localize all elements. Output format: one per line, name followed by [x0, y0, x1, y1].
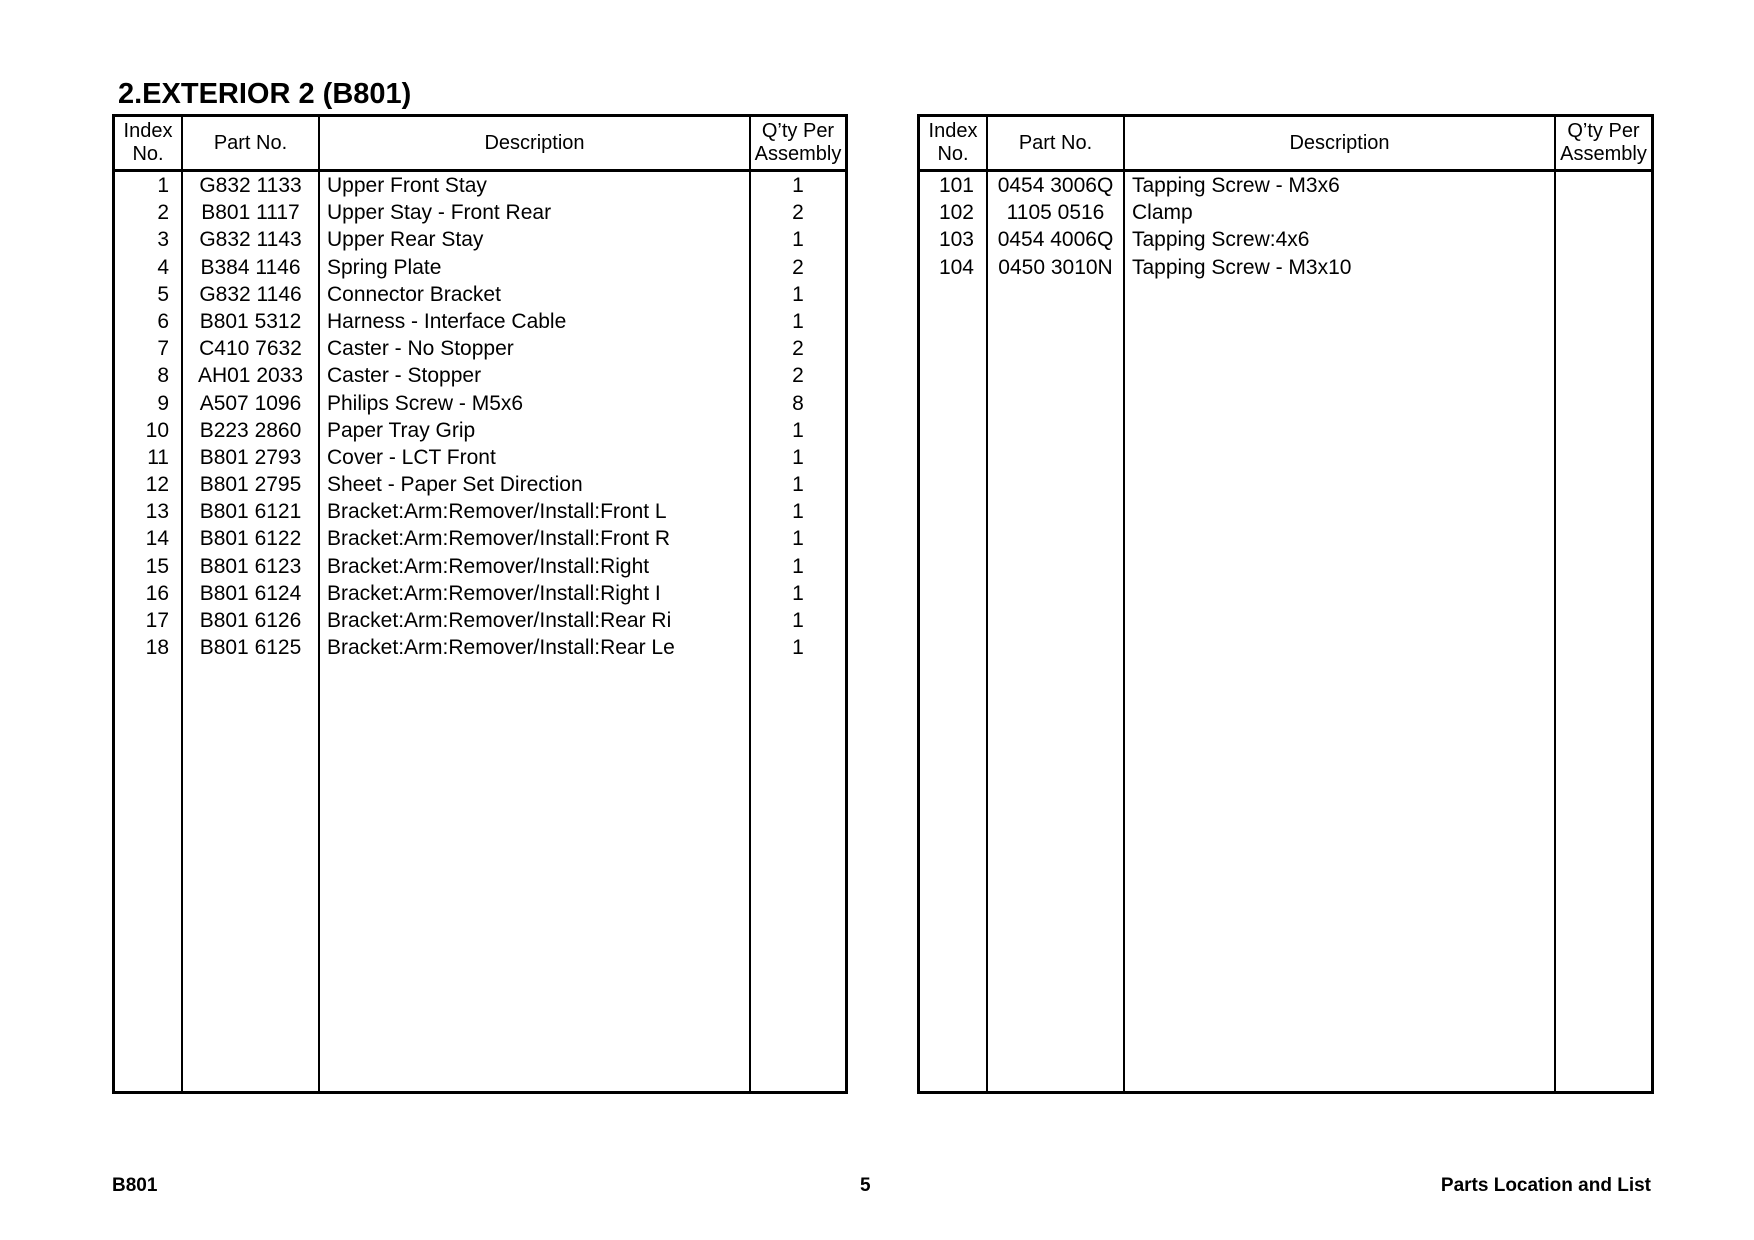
qty-cell: 2	[792, 201, 804, 225]
table-row	[920, 172, 1651, 199]
index-cell: 8	[157, 364, 169, 388]
qty-cell: 8	[792, 391, 804, 415]
part-no-cell: AH01 2033	[197, 364, 304, 388]
table-row	[115, 471, 845, 498]
description-cell: Caster - Stopper	[327, 364, 482, 388]
index-cell: 16	[145, 581, 169, 605]
header-qty: Q’ty Per Assembly	[754, 120, 842, 165]
index-cell: 3	[157, 228, 169, 252]
index-cell: 15	[145, 554, 169, 578]
table-row	[115, 444, 845, 471]
index-cell: 104	[938, 255, 974, 279]
qty-cell: 1	[792, 282, 804, 306]
table-row	[115, 199, 845, 226]
header-part-no: Part No.	[1018, 131, 1093, 154]
index-cell: 1	[157, 174, 169, 197]
index-cell: 10	[145, 418, 169, 442]
description-cell: Caster - No Stopper	[327, 337, 514, 361]
footer-model: B801	[112, 1175, 158, 1196]
table-row	[115, 254, 845, 281]
index-cell: 5	[157, 282, 169, 306]
description-cell: Paper Tray Grip	[327, 418, 476, 442]
qty-cell: 1	[792, 445, 804, 469]
part-no-cell: B801 6121	[199, 500, 302, 524]
part-no-cell: 0450 3010N	[998, 255, 1113, 279]
index-cell: 18	[145, 636, 169, 660]
description-cell: Bracket:Arm:Remover/Install:Right	[327, 554, 650, 578]
description-cell: Clamp	[1132, 201, 1193, 225]
index-cell: 7	[157, 337, 169, 361]
description-cell: Cover - LCT Front	[327, 445, 496, 469]
description-cell: Upper Rear Stay	[327, 228, 484, 252]
description-cell: Tapping Screw - M3x10	[1132, 255, 1352, 279]
qty-cell: 1	[792, 636, 804, 660]
part-no-cell: B801 6122	[199, 527, 302, 551]
parts-table-right	[917, 114, 1654, 1094]
qty-cell: 1	[792, 581, 804, 605]
index-cell: 102	[938, 201, 974, 225]
part-no-cell: 0454 3006Q	[997, 174, 1114, 197]
header-index: Index No.	[123, 120, 173, 165]
qty-cell: 1	[792, 609, 804, 632]
description-cell: Bracket:Arm:Remover/Install:Right I	[327, 581, 661, 605]
parts-table-left	[112, 114, 848, 1094]
table-row	[115, 417, 845, 444]
part-no-cell: G832 1146	[199, 282, 302, 306]
part-no-cell: G832 1133	[199, 174, 302, 197]
part-no-cell: B801 6126	[199, 609, 302, 632]
qty-cell: 2	[792, 364, 804, 388]
qty-cell	[1556, 254, 1650, 281]
part-no-cell: B223 2860	[199, 418, 302, 442]
index-cell: 13	[145, 500, 169, 524]
index-cell: 4	[157, 255, 169, 279]
table-row	[115, 362, 845, 389]
description-cell: Spring Plate	[327, 255, 442, 279]
description-cell: Sheet - Paper Set Direction	[327, 473, 583, 497]
description-cell: Bracket:Arm:Remover/Install:Rear Le	[327, 636, 675, 660]
table-row	[115, 607, 845, 634]
description-cell: Bracket:Arm:Remover/Install:Rear Ri	[327, 609, 672, 632]
index-cell: 14	[145, 527, 169, 551]
qty-cell: 1	[792, 174, 804, 197]
qty-cell: 1	[792, 554, 804, 578]
qty-cell: 1	[792, 500, 804, 524]
description-cell: Bracket:Arm:Remover/Install:Front R	[327, 527, 671, 551]
table-row	[115, 281, 845, 308]
parts-rows-right	[920, 172, 1651, 281]
qty-cell	[1556, 226, 1650, 253]
page-title: 2.EXTERIOR 2 (B801)	[118, 78, 412, 110]
qty-cell: 1	[792, 228, 804, 252]
qty-cell: 2	[792, 337, 804, 361]
qty-cell	[1556, 199, 1650, 226]
table-row	[115, 390, 845, 417]
table-row	[115, 525, 845, 552]
header-index: Index No.	[928, 120, 978, 165]
index-cell: 103	[938, 228, 974, 252]
part-no-cell: B801 5312	[199, 309, 302, 333]
table-row	[920, 254, 1651, 281]
index-cell: 6	[157, 309, 169, 333]
part-no-cell: B801 6125	[199, 636, 302, 660]
part-no-cell: 1105 0516	[1006, 201, 1105, 225]
index-cell: 2	[157, 201, 169, 225]
part-no-cell: B801 6124	[199, 581, 302, 605]
qty-cell: 1	[792, 418, 804, 442]
description-cell: Philips Screw - M5x6	[327, 391, 524, 415]
part-no-cell: C410 7632	[199, 337, 302, 361]
qty-cell: 2	[792, 255, 804, 279]
parts-rows-left	[115, 172, 845, 661]
index-cell: 17	[145, 609, 169, 632]
part-no-cell: B801 1117	[201, 201, 300, 225]
table-row	[920, 226, 1651, 253]
index-cell: 101	[938, 174, 974, 197]
header-part-no: Part No.	[213, 131, 288, 154]
qty-cell: 1	[792, 527, 804, 551]
table-row	[115, 553, 845, 580]
table-row	[115, 308, 845, 335]
index-cell: 11	[147, 445, 169, 469]
qty-cell	[1556, 172, 1650, 199]
footer-page-number: 5	[860, 1175, 871, 1196]
table-row	[115, 335, 845, 362]
footer-section-title: Parts Location and List	[1440, 1175, 1651, 1196]
qty-cell: 1	[792, 473, 804, 497]
part-no-cell: A507 1096	[199, 391, 302, 415]
part-no-cell: B801 2795	[199, 473, 302, 497]
qty-cell: 1	[792, 309, 804, 333]
description-cell: Tapping Screw - M3x6	[1132, 174, 1340, 197]
table-row	[115, 498, 845, 525]
table-row	[115, 172, 845, 199]
part-no-cell: B801 2793	[199, 445, 302, 469]
part-no-cell: G832 1143	[199, 228, 302, 252]
table-row	[115, 580, 845, 607]
description-cell: Connector Bracket	[327, 282, 501, 306]
part-no-cell: B384 1146	[200, 255, 301, 279]
header-qty: Q’ty Per Assembly	[1560, 120, 1647, 165]
part-no-cell: 0454 4006Q	[997, 228, 1114, 252]
table-row	[920, 199, 1651, 226]
description-cell: Upper Front Stay	[327, 174, 487, 197]
table-row	[115, 634, 845, 661]
index-cell: 9	[157, 391, 169, 415]
header-description: Description	[484, 131, 585, 154]
description-cell: Tapping Screw:4x6	[1132, 228, 1310, 252]
header-description: Description	[1289, 131, 1390, 154]
description-cell: Bracket:Arm:Remover/Install:Front L	[327, 500, 667, 524]
index-cell: 12	[145, 473, 169, 497]
description-cell: Harness - Interface Cable	[327, 309, 567, 333]
table-row	[115, 226, 845, 253]
description-cell: Upper Stay - Front Rear	[327, 201, 552, 225]
part-no-cell: B801 6123	[199, 554, 302, 578]
